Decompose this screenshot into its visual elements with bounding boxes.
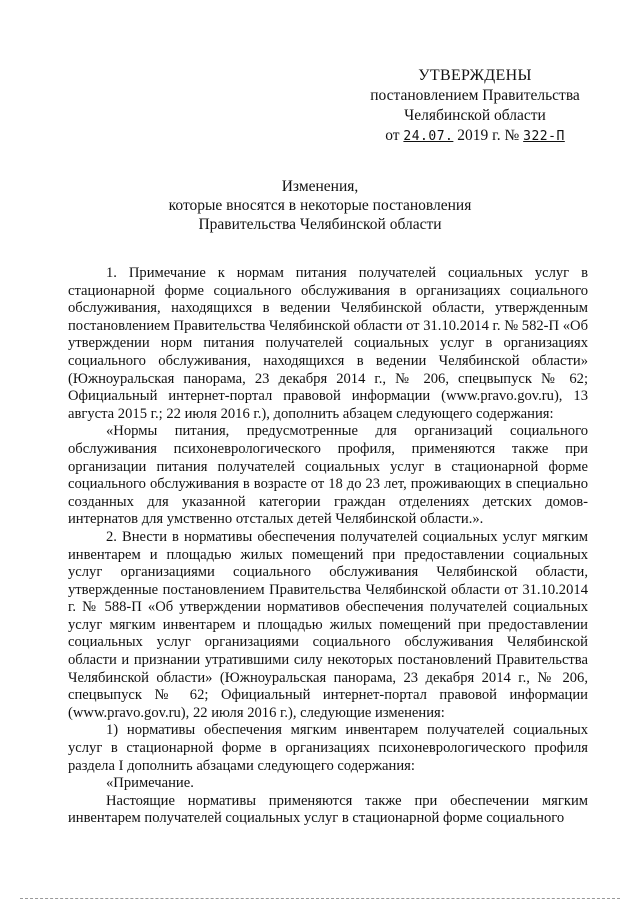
- title-line-1: Изменения,: [281, 178, 359, 195]
- approval-line-2: Челябинской области: [404, 107, 546, 124]
- scan-edge-divider: [20, 898, 620, 899]
- paragraph-5: «Примечание.: [106, 775, 194, 792]
- approval-heading: УТВЕРЖДЕНЫ: [418, 67, 532, 84]
- date-prefix: от: [385, 127, 400, 144]
- approval-line-1: постановлением Правительства: [370, 87, 580, 104]
- paragraph-3: 2. Внести в нормативы обеспечения получателей социальных услуг мягким инвентарем и площадью жилых помещений при предоставлении социальных услуг организациями социального обслуживания Челябинской области, утвержденные постановлением Правительства Челябинской области от 31.10.2014 г. № 588-П «Об утверждении нормативов обеспечения получателей социальных услуг мягким инвентарем и площадью жилых помещений при предоставлении социальных услуг организациями социального обслуживания Челябинской области и признании утратившими силу некоторых постановлений Правительства Челябинской области» (Южноуральская панорама, 23 декабря 2014 г., № 206, спецвыпуск № 62; Официальный интернет-портал правовой информации (www.pravo.gov.ru), 22 июля 2016 г.), следующие изменения:: [68, 528, 588, 721]
- approval-stamp: [360, 66, 590, 147]
- year-text: 2019 г. №: [457, 127, 520, 144]
- paragraph-2: «Нормы питания, предусмотренные для организаций социального обслуживания психоневрологического профиля, применяются также при организации питания получателей социальных услуг в стационарной форме социального обслуживания в возрасте от 18 до 23 лет, проживающих в специально созданных для указанной категории граждан отделениях детских домов-интернатов для умственно отсталых детей Челябинской области.».: [68, 423, 588, 528]
- title-line-2: которые вносятся в некоторые постановления: [168, 197, 472, 214]
- paragraph-4: 1) нормативы обеспечения мягким инвентарем получателей социальных услуг в стационарной форме в организациях психоневрологического профиля раздела I дополнить абзацами следующего содержания:: [68, 722, 588, 774]
- paragraph-6: Настоящие нормативы применяются также при обеспечении мягким инвентарем получателей социальных услуг в стационарной форме социального: [68, 792, 588, 827]
- paragraph-1: 1. Примечание к нормам питания получателей социальных услуг в стационарной форме социального обслуживания в организациях социального обслуживания, находящихся в ведении Челябинской области, утвержденным постановлением Правительства Челябинской области от 31.10.2014 г. № 582-П «Об утверждении норм питания получателей социальных услуг в организациях социального обслуживания, находящихся в ведении Челябинской области» (Южноуральская панорама, 23 декабря 2014 г., № 206, спецвыпуск № 62; Официальный интернет-портал правовой информации (www.pravo.gov.ru), 13 августа 2015 г.; 22 июля 2016 г.), дополнить абзацем следующего содержания:: [68, 265, 588, 422]
- resolution-number: 322-П: [523, 129, 565, 144]
- document-body: [68, 265, 588, 828]
- document-title: [0, 177, 640, 234]
- title-line-3: Правительства Челябинской области: [198, 216, 442, 233]
- approval-date-line: [360, 126, 590, 147]
- date-value: 24.07.: [403, 129, 454, 144]
